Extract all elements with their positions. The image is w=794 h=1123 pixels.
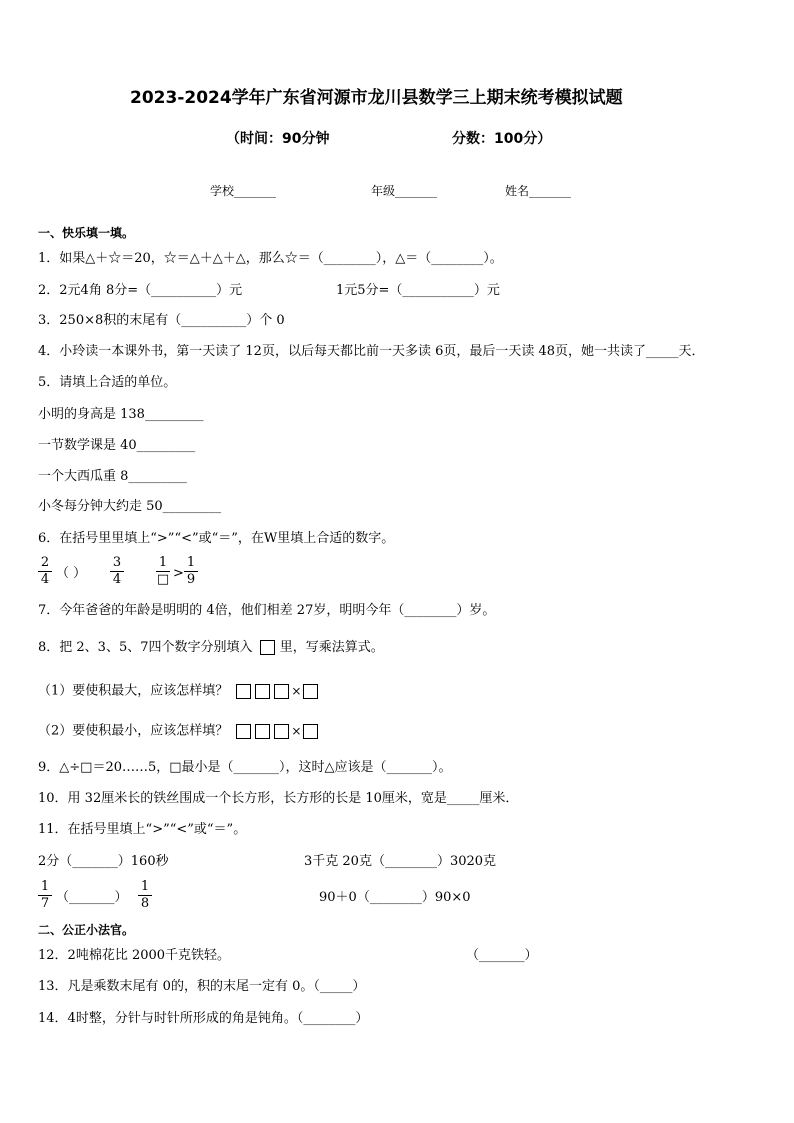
answer-box[interactable] xyxy=(303,724,318,739)
question-14: 14．4时整，分针与时针所形成的角是钝角。（________） xyxy=(38,1011,369,1026)
numerator: 1 xyxy=(158,555,168,570)
answer-box[interactable] xyxy=(255,724,270,739)
numerator: 1 xyxy=(40,879,50,894)
question-5-line: 一节数学课是 40_________ xyxy=(38,438,196,453)
exam-score: 分数：100分） xyxy=(452,131,552,147)
question-11b: 3千克 20克（________）3020克 xyxy=(304,854,497,869)
question-1: 1．如果△＋☆＝20，☆＝△＋△＋△，那么☆＝（________），△＝（________）。 xyxy=(38,251,503,266)
question-4: 4．小玲读一本课外书，第一天读了 12页，以后每天都比前一天多读 6页，最后一天读 48页，她一共读了_____天． xyxy=(38,344,705,359)
numerator: 1 xyxy=(186,555,196,570)
denominator-box[interactable]: □ xyxy=(156,572,170,587)
name-field[interactable]: 姓名_______ xyxy=(505,184,572,198)
question-9: 9．△÷□＝20……5，□最小是（_______），这时△应该是（_______）。 xyxy=(38,760,452,775)
school-field[interactable]: 学校_______ xyxy=(210,184,277,198)
fraction[interactable] xyxy=(156,556,170,587)
fraction xyxy=(184,556,198,587)
fraction xyxy=(110,556,124,587)
question-5-line: 一个大西瓜重 8_________ xyxy=(38,469,187,484)
question-10: 10．用 32厘米长的铁丝围成一个长方形，长方形的长是 10厘米，宽是_____厘米． xyxy=(38,791,519,806)
fraction xyxy=(138,880,152,911)
greater-than-sign: > xyxy=(173,566,184,581)
question-13: 13．凡是乘数末尾有 0的，积的末尾一定有 0。（_____） xyxy=(38,979,366,994)
answer-box[interactable] xyxy=(236,684,251,699)
question-8-part-1 xyxy=(38,683,322,700)
denominator: 4 xyxy=(40,572,50,587)
question-6-stem: 6．在括号里里填上“>”“<”或“＝”，在W里填上合适的数字。 xyxy=(38,531,395,546)
numerator: 2 xyxy=(40,555,50,570)
section-2-heading: 二、公正小法官。 xyxy=(38,923,135,937)
question-3: 3．250×8积的末尾有（__________）个 0 xyxy=(38,313,285,328)
times-sign: × xyxy=(291,724,302,738)
denominator: 8 xyxy=(140,896,150,911)
compare-blank[interactable]: （ ） xyxy=(56,566,87,581)
exam-time: （时间：90分钟 xyxy=(226,131,330,147)
question-8-stem xyxy=(38,640,384,656)
question-11a: 2分（_______）160秒 xyxy=(38,854,169,869)
question-5-stem: 5．请填上合适的单位。 xyxy=(38,375,177,390)
denominator: 7 xyxy=(40,896,50,911)
answer-box[interactable] xyxy=(255,684,270,699)
page-title: 2023-2024学年广东省河源市龙川县数学三上期末统考模拟试题 xyxy=(130,88,623,108)
part-2-label: （2）要使积最小，应该怎样填？ xyxy=(38,723,229,739)
denominator: 4 xyxy=(112,572,122,587)
question-11-stem: 11．在括号里填上“>”“<”或“＝”。 xyxy=(38,822,247,837)
numerator: 1 xyxy=(140,879,150,894)
empty-box xyxy=(260,640,275,655)
fraction xyxy=(38,556,52,587)
answer-box[interactable] xyxy=(236,724,251,739)
answer-box[interactable] xyxy=(274,684,289,699)
answer-box[interactable] xyxy=(303,684,318,699)
question-7: 7．今年爸爸的年龄是明明的 4倍，他们相差 27岁，明明今年（________）岁。 xyxy=(38,603,496,618)
question-11d: 90＋0（________）90×0 xyxy=(319,890,471,905)
question-8-part-2 xyxy=(38,723,322,740)
times-sign: × xyxy=(291,684,302,698)
question-12: 12．2吨棉花比 2000千克铁轻。 xyxy=(38,948,231,963)
question-12-blank[interactable]: （_______） xyxy=(466,948,538,963)
section-1-heading: 一、快乐填一填。 xyxy=(38,226,135,240)
question-2a: 2．2元4角 8分=（__________）元 xyxy=(38,283,243,298)
part-1-label: （1）要使积最大，应该怎样填？ xyxy=(38,683,229,699)
question-5-line: 小明的身高是 138_________ xyxy=(38,407,204,422)
denominator: 9 xyxy=(186,572,196,587)
fraction xyxy=(38,880,52,911)
question-8-stem-b: 里，写乘法算式。 xyxy=(279,640,384,655)
numerator: 3 xyxy=(112,555,122,570)
question-2b: 1元5分=（___________）元 xyxy=(336,283,500,298)
compare-blank[interactable]: （_______） xyxy=(56,890,128,905)
grade-field[interactable]: 年级_______ xyxy=(371,184,438,198)
question-5-line: 小冬每分钟大约走 50_________ xyxy=(38,499,222,514)
answer-box[interactable] xyxy=(274,724,289,739)
question-8-stem-a: 8．把 2、3、5、7四个数字分别填入 xyxy=(38,640,253,655)
